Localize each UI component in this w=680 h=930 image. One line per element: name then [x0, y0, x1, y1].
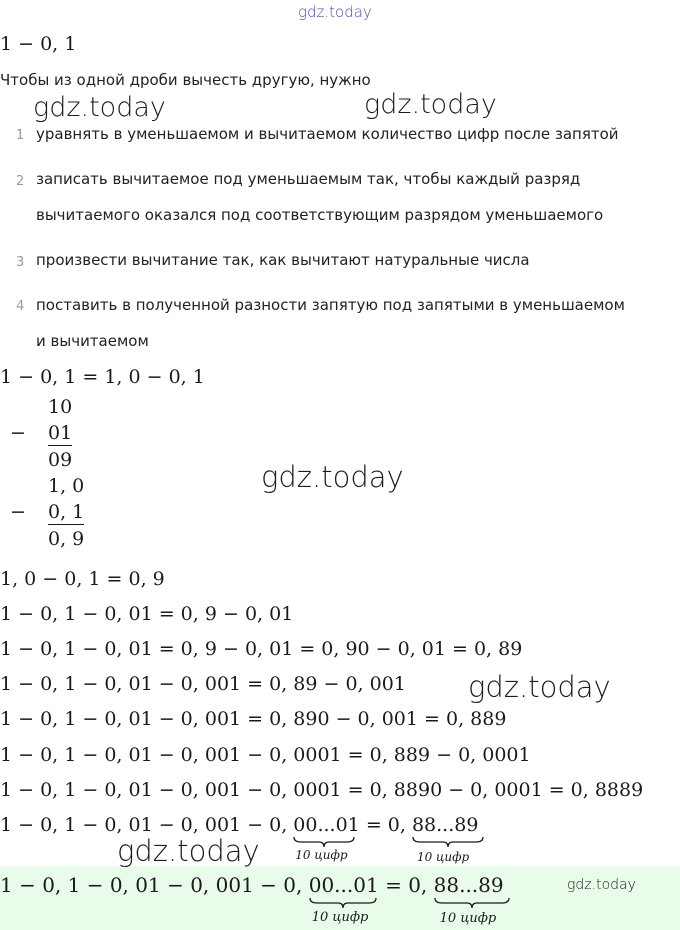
column-minus: − [10, 501, 26, 523]
general-eq: = 0, [365, 814, 406, 836]
watermark: gdz.today [364, 89, 497, 120]
column-top: 10 [48, 396, 73, 418]
watermark: gdz.today [567, 877, 636, 893]
column-top: 1, 0 [48, 475, 85, 497]
calc-line: 1 − 0, 1 − 0, 01 = 0, 9 − 0, 01 = 0, 90 − 0, 01 = 0, 89 [0, 638, 523, 660]
step-text: уравнять в уменьшаемом и вычитаемом количество цифр после запятой [36, 125, 619, 143]
underbrace-icon [434, 897, 510, 909]
problem-expression: 1 − 0, 1 [0, 33, 77, 55]
watermark: gdz.today [468, 670, 611, 704]
equivalence-expression: 1 − 0, 1 = 1, 0 − 0, 1 [0, 366, 205, 388]
underbrace-icon [309, 897, 377, 909]
watermark: gdz.today [117, 834, 260, 868]
calc-line: 1 − 0, 1 − 0, 01 − 0, 001 − 0, 0001 = 0, 889 − 0, 0001 [0, 744, 531, 766]
column-result: 0, 9 [48, 528, 85, 550]
calc-line: 1 − 0, 1 − 0, 01 − 0, 001 = 0, 89 − 0, 001 [0, 673, 406, 695]
watermark: gdz.today [33, 92, 166, 123]
intro-text: Чтобы из одной дроби вычесть другую, нужно [0, 71, 371, 89]
calc-line: 1, 0 − 0, 1 = 0, 9 [0, 568, 165, 590]
step-text: поставить в полученной разности запятую под запятыми в уменьшаемом [36, 296, 625, 314]
underbrace-eights [433, 873, 504, 926]
zeros-count-label: 10 цифр [295, 848, 348, 862]
underbrace-zeros [308, 873, 379, 925]
answer-expression [0, 873, 504, 926]
column-minus: − [10, 422, 26, 444]
general-prefix: 1 − 0, 1 − 0, 01 − 0, 001 − 0, [0, 814, 288, 836]
step-number: 1 [16, 128, 25, 143]
calc-line: 1 − 0, 1 − 0, 01 − 0, 001 − 0, 0001 = 0, 8890 − 0, 0001 = 0, 8889 [0, 779, 644, 801]
column-bottom: 01 [48, 422, 73, 444]
step-text: вычитаемого оказался под соответствующим разрядом уменьшаемого [36, 206, 604, 224]
step-number: 3 [16, 255, 25, 270]
eights-digits: 88...89 [411, 814, 479, 836]
step-number: 4 [16, 299, 25, 314]
step-number: 2 [16, 174, 25, 189]
zeros-digits: 00...01 [293, 814, 360, 836]
step-text: записать вычитаемое под уменьшаемым так, чтобы каждый разряд [36, 170, 581, 188]
answer-eq: = 0, [385, 873, 428, 897]
watermark-top: gdz.today [298, 3, 372, 21]
column-bottom: 0, 1 [48, 501, 85, 523]
step-text: и вычитаемом [36, 332, 149, 350]
underbrace-icon [293, 836, 355, 848]
answer-prefix: 1 − 0, 1 − 0, 01 − 0, 001 − 0, [0, 873, 303, 897]
step-text: произвести вычитание так, как вычитают натуральные числа [36, 251, 530, 269]
column-result: 09 [48, 449, 73, 471]
underbrace-icon [412, 836, 484, 848]
eights-count-label: 10 цифр [439, 911, 497, 926]
underbrace-zeros [293, 814, 360, 862]
underbrace-eights [411, 814, 479, 864]
watermark: gdz.today [261, 460, 404, 494]
eights-count-label: 10 цифр [416, 850, 470, 864]
calc-line: 1 − 0, 1 − 0, 01 − 0, 001 = 0, 890 − 0, 001 = 0, 889 [0, 708, 507, 730]
zeros-count-label: 10 цифр [311, 910, 369, 925]
calc-line: 1 − 0, 1 − 0, 01 = 0, 9 − 0, 01 [0, 603, 294, 625]
zeros-digits: 00...01 [308, 873, 379, 897]
eights-digits: 88...89 [433, 873, 504, 897]
